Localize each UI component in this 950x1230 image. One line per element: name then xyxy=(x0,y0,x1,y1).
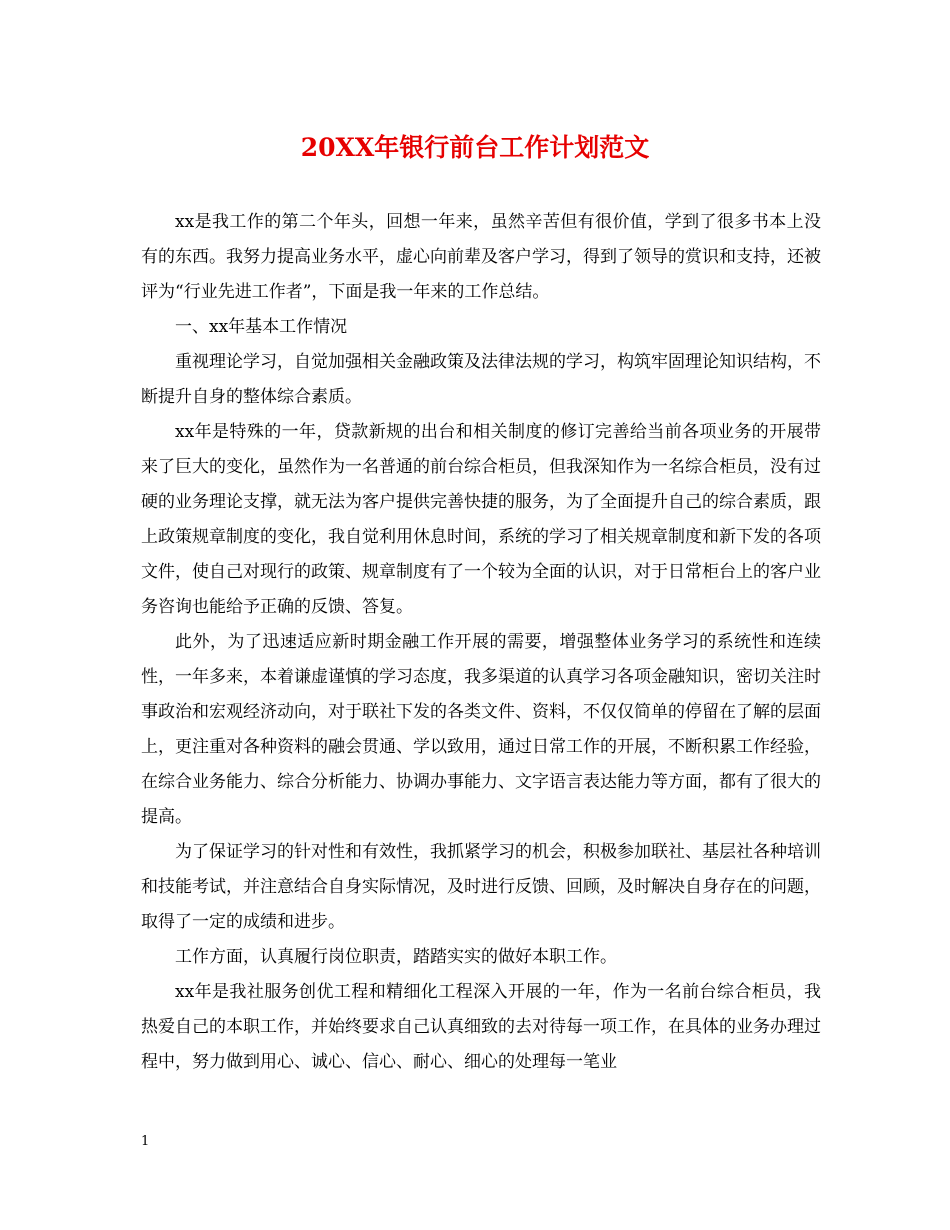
paragraph: 为了保证学习的针对性和有效性，我抓紧学习的机会，积极参加联社、基层社各种培训和技能考试，并注意结合自身实际情况，及时进行反馈、回顾，及时解决自身存在的问题，取得了一定的成绩和进步。 xyxy=(141,842,821,932)
paragraph: 重视理论学习，自觉加强相关金融政策及法律法规的学习，构筑牢固理论知识结构，不断提升自身的整体综合素质。 xyxy=(141,352,821,407)
paragraph: 工作方面，认真履行岗位职责，踏踏实实的做好本职工作。 xyxy=(175,947,617,967)
paragraph-intro: xx是我工作的第二个年头，回想一年来，虽然辛苦但有很价值，学到了很多书本上没有的东西。我努力提高业务水平，虚心向前辈及客户学习，得到了领导的赏识和支持，还被评为“行业先进工作者”，下面是我一年来的工作总结。 xyxy=(141,212,821,302)
page-number: 1 xyxy=(141,1134,150,1149)
section-heading: 一、xx年基本工作情况 xyxy=(175,317,348,337)
paragraph: 此外，为了迅速适应新时期金融工作开展的需要，增强整体业务学习的系统性和连续性，一年多来，本着谦虚谨慎的学习态度，我多渠道的认真学习各项金融知识，密切关注时事政治和宏观经济动向，对于联社下发的各类文件、资料，不仅仅简单的停留在了解的层面上，更注重对各种资料的融会贯通、学以致用，通过日常工作的开展，不断积累工作经验，在综合业务能力、综合分析能力、协调办事能力、文字语言表达能力等方面，都有了很大的提高。 xyxy=(141,632,821,827)
document-body xyxy=(141,205,821,1080)
paragraph: xx年是特殊的一年，贷款新规的出台和相关制度的修订完善给当前各项业务的开展带来了巨大的变化，虽然作为一名普通的前台综合柜员，但我深知作为一名综合柜员，没有过硬的业务理论支撑，就无法为客户提供完善快捷的服务，为了全面提升自己的综合素质，跟上政策规章制度的变化，我自觉利用休息时间，系统的学习了相关规章制度和新下发的各项文件，使自己对现行的政策、规章制度有了一个较为全面的认识，对于日常柜台上的客户业务咨询也能给予正确的反馈、答复。 xyxy=(141,422,821,617)
document-title: 20XX年银行前台工作计划范文 xyxy=(300,133,650,162)
paragraph: xx年是我社服务创优工程和精细化工程深入开展的一年，作为一名前台综合柜员，我热爱自己的本职工作，并始终要求自己认真细致的去对待每一项工作，在具体的业务办理过程中，努力做到用心、诚心、信心、耐心、细心的处理每一笔业 xyxy=(141,982,821,1072)
